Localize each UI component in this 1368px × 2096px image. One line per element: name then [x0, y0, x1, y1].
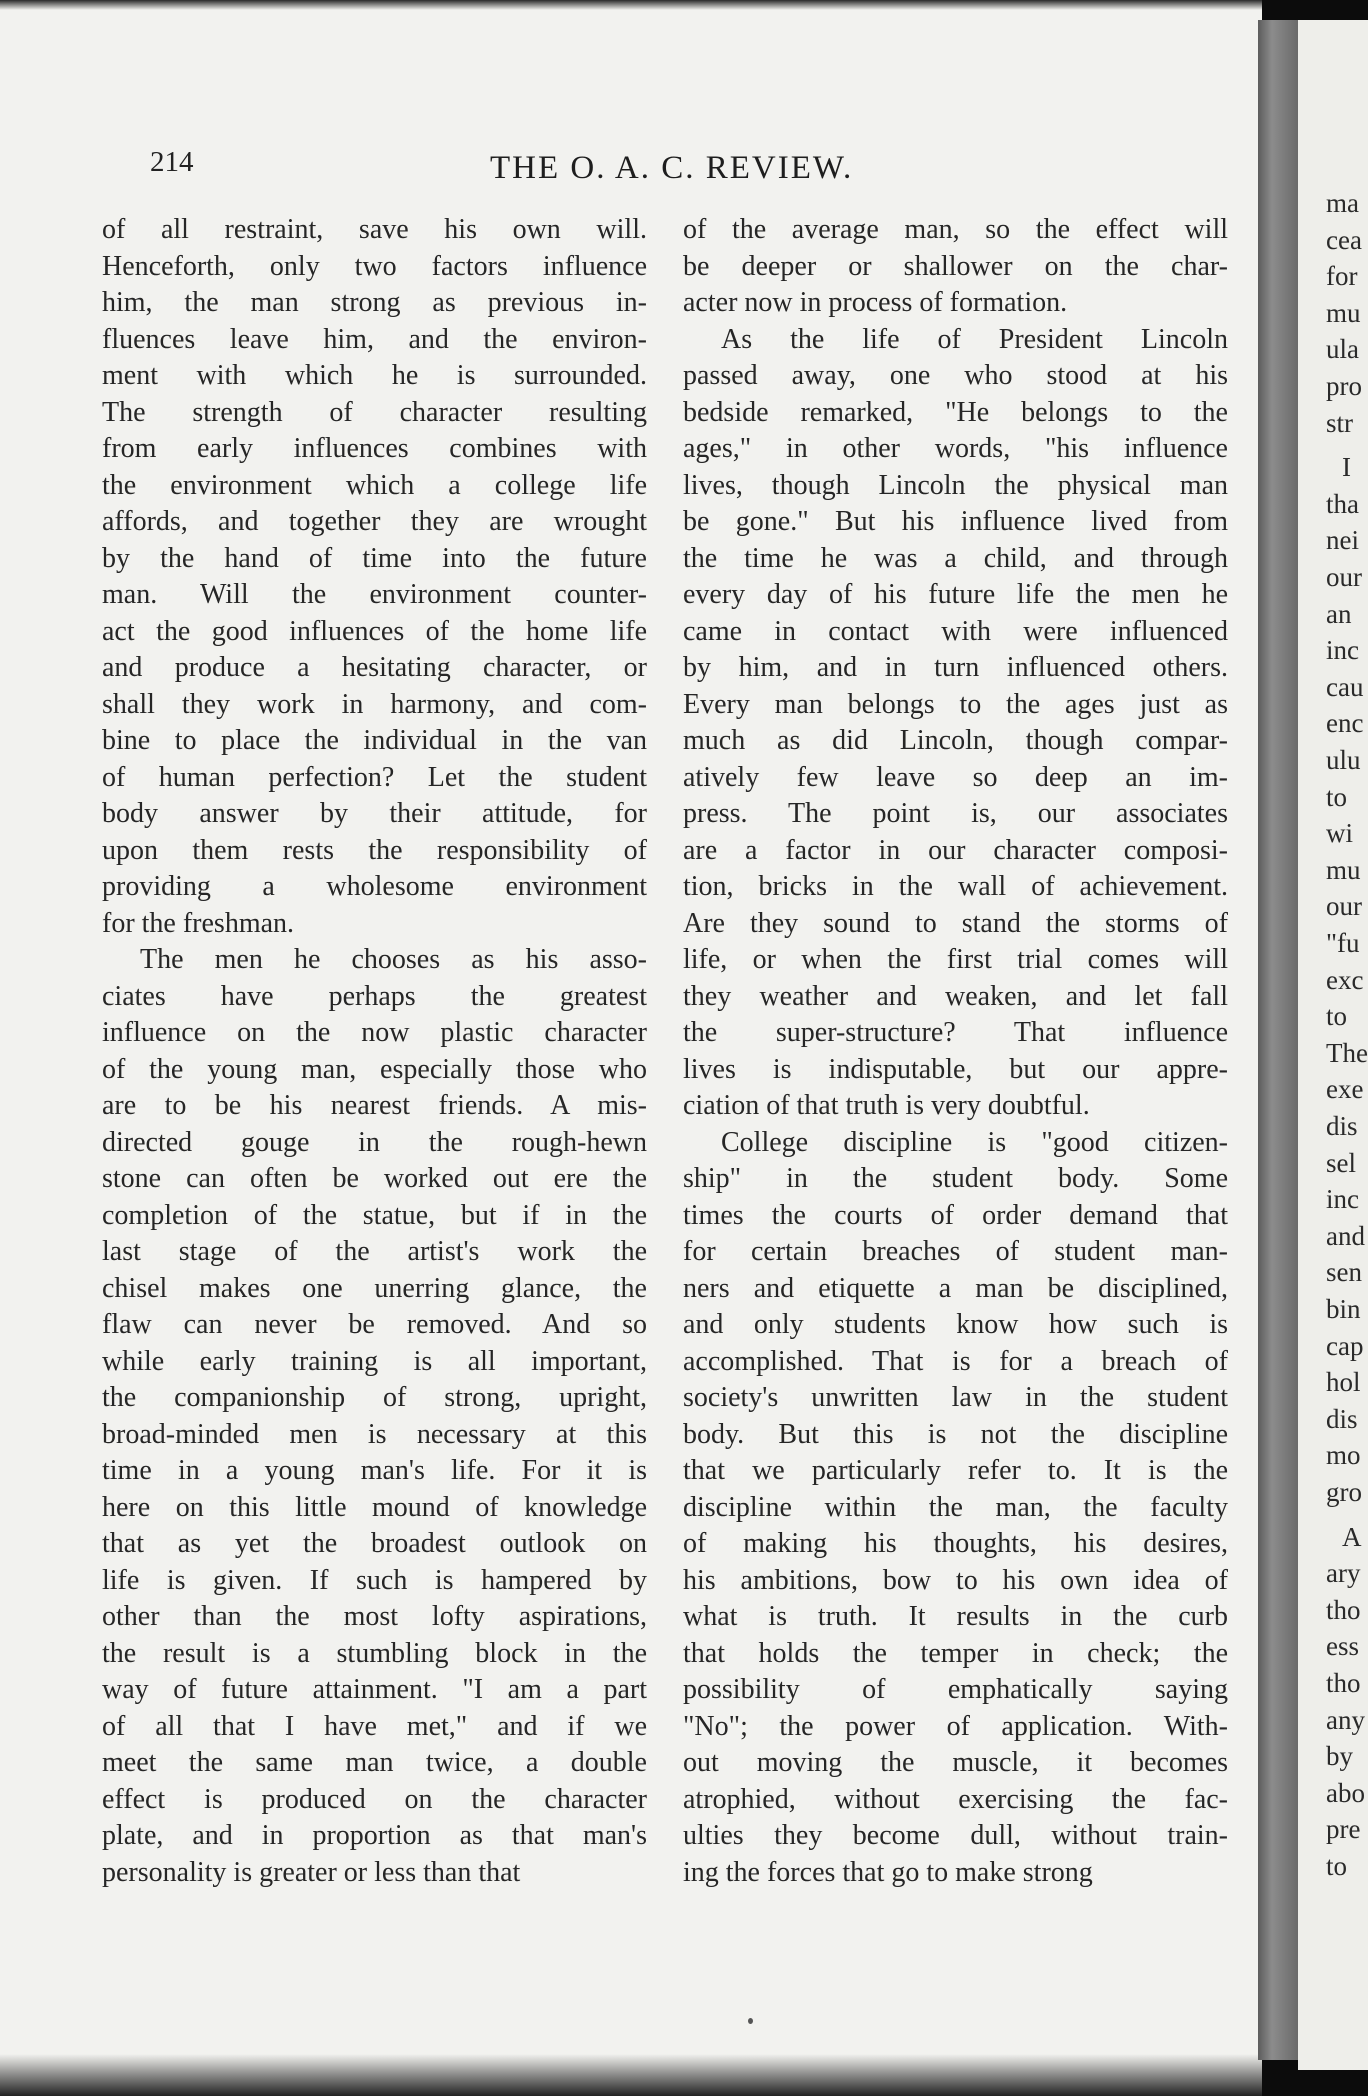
- right-column: [683, 212, 1228, 1891]
- text-line: and produce a hesitating character, or: [102, 652, 647, 683]
- facing-page-fragment: A: [1342, 1521, 1362, 1552]
- facing-page-fragment: wi: [1326, 818, 1353, 849]
- text-line: while early training is all important,: [102, 1345, 647, 1377]
- text-line: way of future attainment. "I am a part: [102, 1674, 647, 1705]
- page-speck: [748, 2018, 753, 2024]
- text-line: ulties they become dull, without train-: [683, 1820, 1228, 1851]
- facing-page-fragment: pro: [1326, 371, 1362, 401]
- text-line: the companionship of strong, upright,: [102, 1382, 647, 1413]
- facing-page-fragment: our: [1326, 562, 1362, 592]
- text-line: plate, and in proportion as that man's: [102, 1820, 647, 1851]
- text-line: that as yet the broadest outlook on: [102, 1528, 647, 1559]
- text-line: out moving the muscle, it becomes: [683, 1747, 1228, 1778]
- text-line: atively few leave so deep an im-: [683, 761, 1228, 793]
- facing-page-fragment: pre: [1326, 1814, 1361, 1845]
- text-line: for the freshman.: [102, 907, 295, 939]
- text-line: As the life of President Lincoln: [721, 323, 1228, 355]
- facing-page-fragment: mu: [1326, 854, 1361, 885]
- facing-page-fragment: for: [1326, 261, 1358, 292]
- text-line: College discipline is "good citizen-: [721, 1126, 1228, 1158]
- facing-page-fragment: ary: [1326, 1558, 1361, 1589]
- text-line: ment with which he is surrounded.: [102, 360, 647, 391]
- facing-page-fragment: any: [1326, 1704, 1365, 1735]
- facing-page-fragment: exc: [1326, 964, 1364, 995]
- facing-page-fragment: mo: [1326, 1440, 1361, 1471]
- text-line: press. The point is, our associates: [683, 798, 1228, 829]
- text-line: ciation of that truth is very doubtful.: [683, 1090, 1090, 1121]
- text-line: are to be his nearest friends. A mis-: [102, 1090, 647, 1121]
- facing-page-fragment: sen: [1326, 1257, 1362, 1288]
- text-line: the super-structure? That influence: [683, 1017, 1228, 1048]
- facing-page-fragment: and: [1326, 1220, 1365, 1251]
- text-line: body answer by their attitude, for: [102, 798, 647, 829]
- text-line: chisel makes one unerring glance, the: [102, 1272, 647, 1304]
- text-line: the result is a stumbling block in the: [102, 1637, 647, 1669]
- text-line: Henceforth, only two factors influence: [102, 250, 647, 282]
- facing-page-fragment: "fu: [1326, 928, 1360, 958]
- text-line: society's unwritten law in the student: [683, 1382, 1228, 1413]
- facing-page-fragment: dis: [1326, 1403, 1358, 1434]
- text-line: of human perfection? Let the student: [102, 761, 647, 793]
- text-line: meet the same man twice, a double: [102, 1747, 647, 1778]
- text-line: acter now in process of formation.: [683, 287, 1068, 318]
- facing-page-fragment: tha: [1326, 488, 1359, 519]
- facing-page-edge: [1298, 20, 1368, 2070]
- facing-page-fragment: ess: [1326, 1631, 1359, 1662]
- text-line: ciates have perhaps the greatest: [102, 980, 647, 1012]
- text-line: bedside remarked, "He belongs to the: [683, 396, 1228, 428]
- facing-page-fragment: our: [1326, 891, 1362, 922]
- text-line: completion of the statue, but if in the: [102, 1199, 647, 1231]
- text-line: be gone." But his influence lived from: [683, 506, 1228, 537]
- text-line: flaw can never be removed. And so: [102, 1309, 647, 1340]
- text-line: came in contact with were influenced: [683, 615, 1228, 647]
- text-line: stone can often be worked out ere the: [102, 1163, 647, 1194]
- text-line: last stage of the artist's work the: [102, 1236, 647, 1267]
- text-line: The men he chooses as his asso-: [140, 944, 647, 975]
- facing-page-fragment: str: [1326, 407, 1353, 438]
- text-line: the time he was a child, and through: [683, 542, 1228, 574]
- text-line: of all restraint, save his own will.: [102, 214, 647, 245]
- text-line: accomplished. That is for a breach of: [683, 1345, 1228, 1377]
- facing-page-fragment: dis: [1326, 1111, 1358, 1141]
- text-line: ing the forces that go to make strong: [683, 1856, 1093, 1888]
- text-line: personality is greater or less than that: [102, 1856, 521, 1888]
- text-line: life is given. If such is hampered by: [102, 1564, 647, 1596]
- text-line: act the good influences of the home life: [102, 615, 647, 647]
- page-number: 214: [150, 146, 194, 178]
- text-line: by him, and in turn influenced others.: [683, 652, 1228, 683]
- text-line: ners and etiquette a man be disciplined,: [683, 1272, 1228, 1304]
- facing-page-fragment: gro: [1326, 1477, 1362, 1507]
- text-line: they weather and weaken, and let fall: [683, 980, 1228, 1012]
- facing-page-fragment: I: [1342, 452, 1351, 483]
- text-line: by the hand of time into the future: [102, 542, 647, 574]
- facing-page-fragment: bin: [1326, 1294, 1361, 1324]
- facing-page-fragment: ma: [1326, 188, 1359, 218]
- text-line: his ambitions, bow to his own idea of: [683, 1564, 1228, 1596]
- text-line: upon them rests the responsibility of: [102, 834, 647, 866]
- book-gutter: [1258, 20, 1298, 2060]
- text-line: passed away, one who stood at his: [683, 360, 1228, 391]
- text-line: of the average man, so the effect will: [683, 214, 1228, 245]
- text-line: that we particularly refer to. It is the: [683, 1455, 1228, 1486]
- text-line: Every man belongs to the ages just as: [683, 688, 1228, 720]
- text-line: broad-minded men is necessary at this: [102, 1418, 647, 1450]
- text-line: tion, bricks in the wall of achievement.: [683, 871, 1228, 902]
- text-line: bine to place the individual in the van: [102, 725, 647, 756]
- facing-page-fragment: enc: [1326, 708, 1364, 739]
- text-line: of making his thoughts, his desires,: [683, 1528, 1228, 1559]
- text-line: body. But this is not the discipline: [683, 1418, 1228, 1450]
- facing-page-fragment: inc: [1326, 635, 1359, 666]
- text-line: Are they sound to stand the storms of: [683, 907, 1228, 939]
- facing-page-fragment: nei: [1326, 525, 1359, 556]
- text-line: discipline within the man, the faculty: [683, 1491, 1228, 1523]
- text-line: ages," in other words, "his influence: [683, 433, 1228, 464]
- facing-page-fragment: hol: [1326, 1367, 1361, 1398]
- text-line: The strength of character resulting: [102, 396, 647, 428]
- left-column: [102, 212, 647, 1891]
- text-line: shall they work in harmony, and com-: [102, 688, 647, 720]
- text-line: what is truth. It results in the curb: [683, 1601, 1228, 1632]
- text-line: other than the most lofty aspirations,: [102, 1601, 647, 1632]
- text-line: are a factor in our character composi-: [683, 834, 1228, 866]
- text-line: of the young man, especially those who: [102, 1053, 647, 1085]
- text-line: effect is produced on the character: [102, 1783, 647, 1815]
- facing-page-fragment: cau: [1326, 671, 1364, 702]
- text-line: fluences leave him, and the environ-: [102, 323, 647, 355]
- facing-page-fragment: an: [1326, 598, 1352, 629]
- text-line: man. Will the environment counter-: [102, 579, 647, 610]
- text-line: much as did Lincoln, though compar-: [683, 725, 1228, 756]
- text-line: that holds the temper in check; the: [683, 1637, 1228, 1669]
- text-line: lives is indisputable, but our appre-: [683, 1053, 1228, 1085]
- text-line: every day of his future life the men he: [683, 579, 1228, 610]
- text-line: affords, and together they are wrought: [102, 506, 647, 537]
- text-line: influence on the now plastic character: [102, 1017, 647, 1048]
- facing-page-fragment: ula: [1326, 334, 1359, 365]
- text-line: possibility of emphatically saying: [683, 1674, 1228, 1705]
- text-line: life, or when the first trial comes will: [683, 944, 1228, 975]
- text-line: providing a wholesome environment: [102, 871, 647, 902]
- text-line: from early influences combines with: [102, 433, 647, 464]
- facing-page-fragment: to: [1326, 1001, 1348, 1032]
- facing-page-fragment: cea: [1326, 224, 1362, 255]
- text-line: the environment which a college life: [102, 469, 647, 501]
- page-header: [150, 146, 1260, 202]
- facing-page-fragment: abo: [1326, 1777, 1365, 1808]
- text-line: him, the man strong as previous in-: [102, 287, 647, 318]
- text-line: of all that I have met," and if we: [102, 1710, 647, 1742]
- facing-page-fragment: The: [1326, 1037, 1368, 1068]
- facing-page-fragment: to: [1326, 781, 1348, 812]
- facing-page-fragment: inc: [1326, 1184, 1359, 1215]
- facing-page-fragment: tho: [1326, 1668, 1361, 1698]
- text-line: lives, though Lincoln the physical man: [683, 469, 1228, 501]
- text-line: for certain breaches of student man-: [683, 1236, 1228, 1267]
- text-line: times the courts of order demand that: [683, 1199, 1228, 1231]
- facing-page-fragment: mu: [1326, 297, 1361, 328]
- text-line: time in a young man's life. For it is: [102, 1455, 647, 1486]
- facing-page-fragment: cap: [1326, 1330, 1364, 1361]
- text-line: "No"; the power of application. With-: [683, 1710, 1228, 1742]
- text-line: be deeper or shallower on the char-: [683, 250, 1228, 282]
- facing-page-fragment: ulu: [1326, 745, 1361, 775]
- text-line: ship" in the student body. Some: [683, 1163, 1228, 1194]
- facing-page-fragment: by: [1326, 1741, 1353, 1772]
- facing-page-fragment: tho: [1326, 1594, 1361, 1625]
- running-title: THE O. A. C. REVIEW.: [490, 150, 854, 186]
- facing-page-fragment: to: [1326, 1851, 1348, 1881]
- text-line: here on this little mound of knowledge: [102, 1491, 647, 1523]
- text-line: directed gouge in the rough-hewn: [102, 1126, 647, 1158]
- text-line: atrophied, without exercising the fac-: [683, 1783, 1228, 1815]
- facing-page-fragment: exe: [1326, 1074, 1364, 1105]
- facing-page-fragment: sel: [1326, 1147, 1356, 1178]
- text-line: and only students know how such is: [683, 1309, 1228, 1340]
